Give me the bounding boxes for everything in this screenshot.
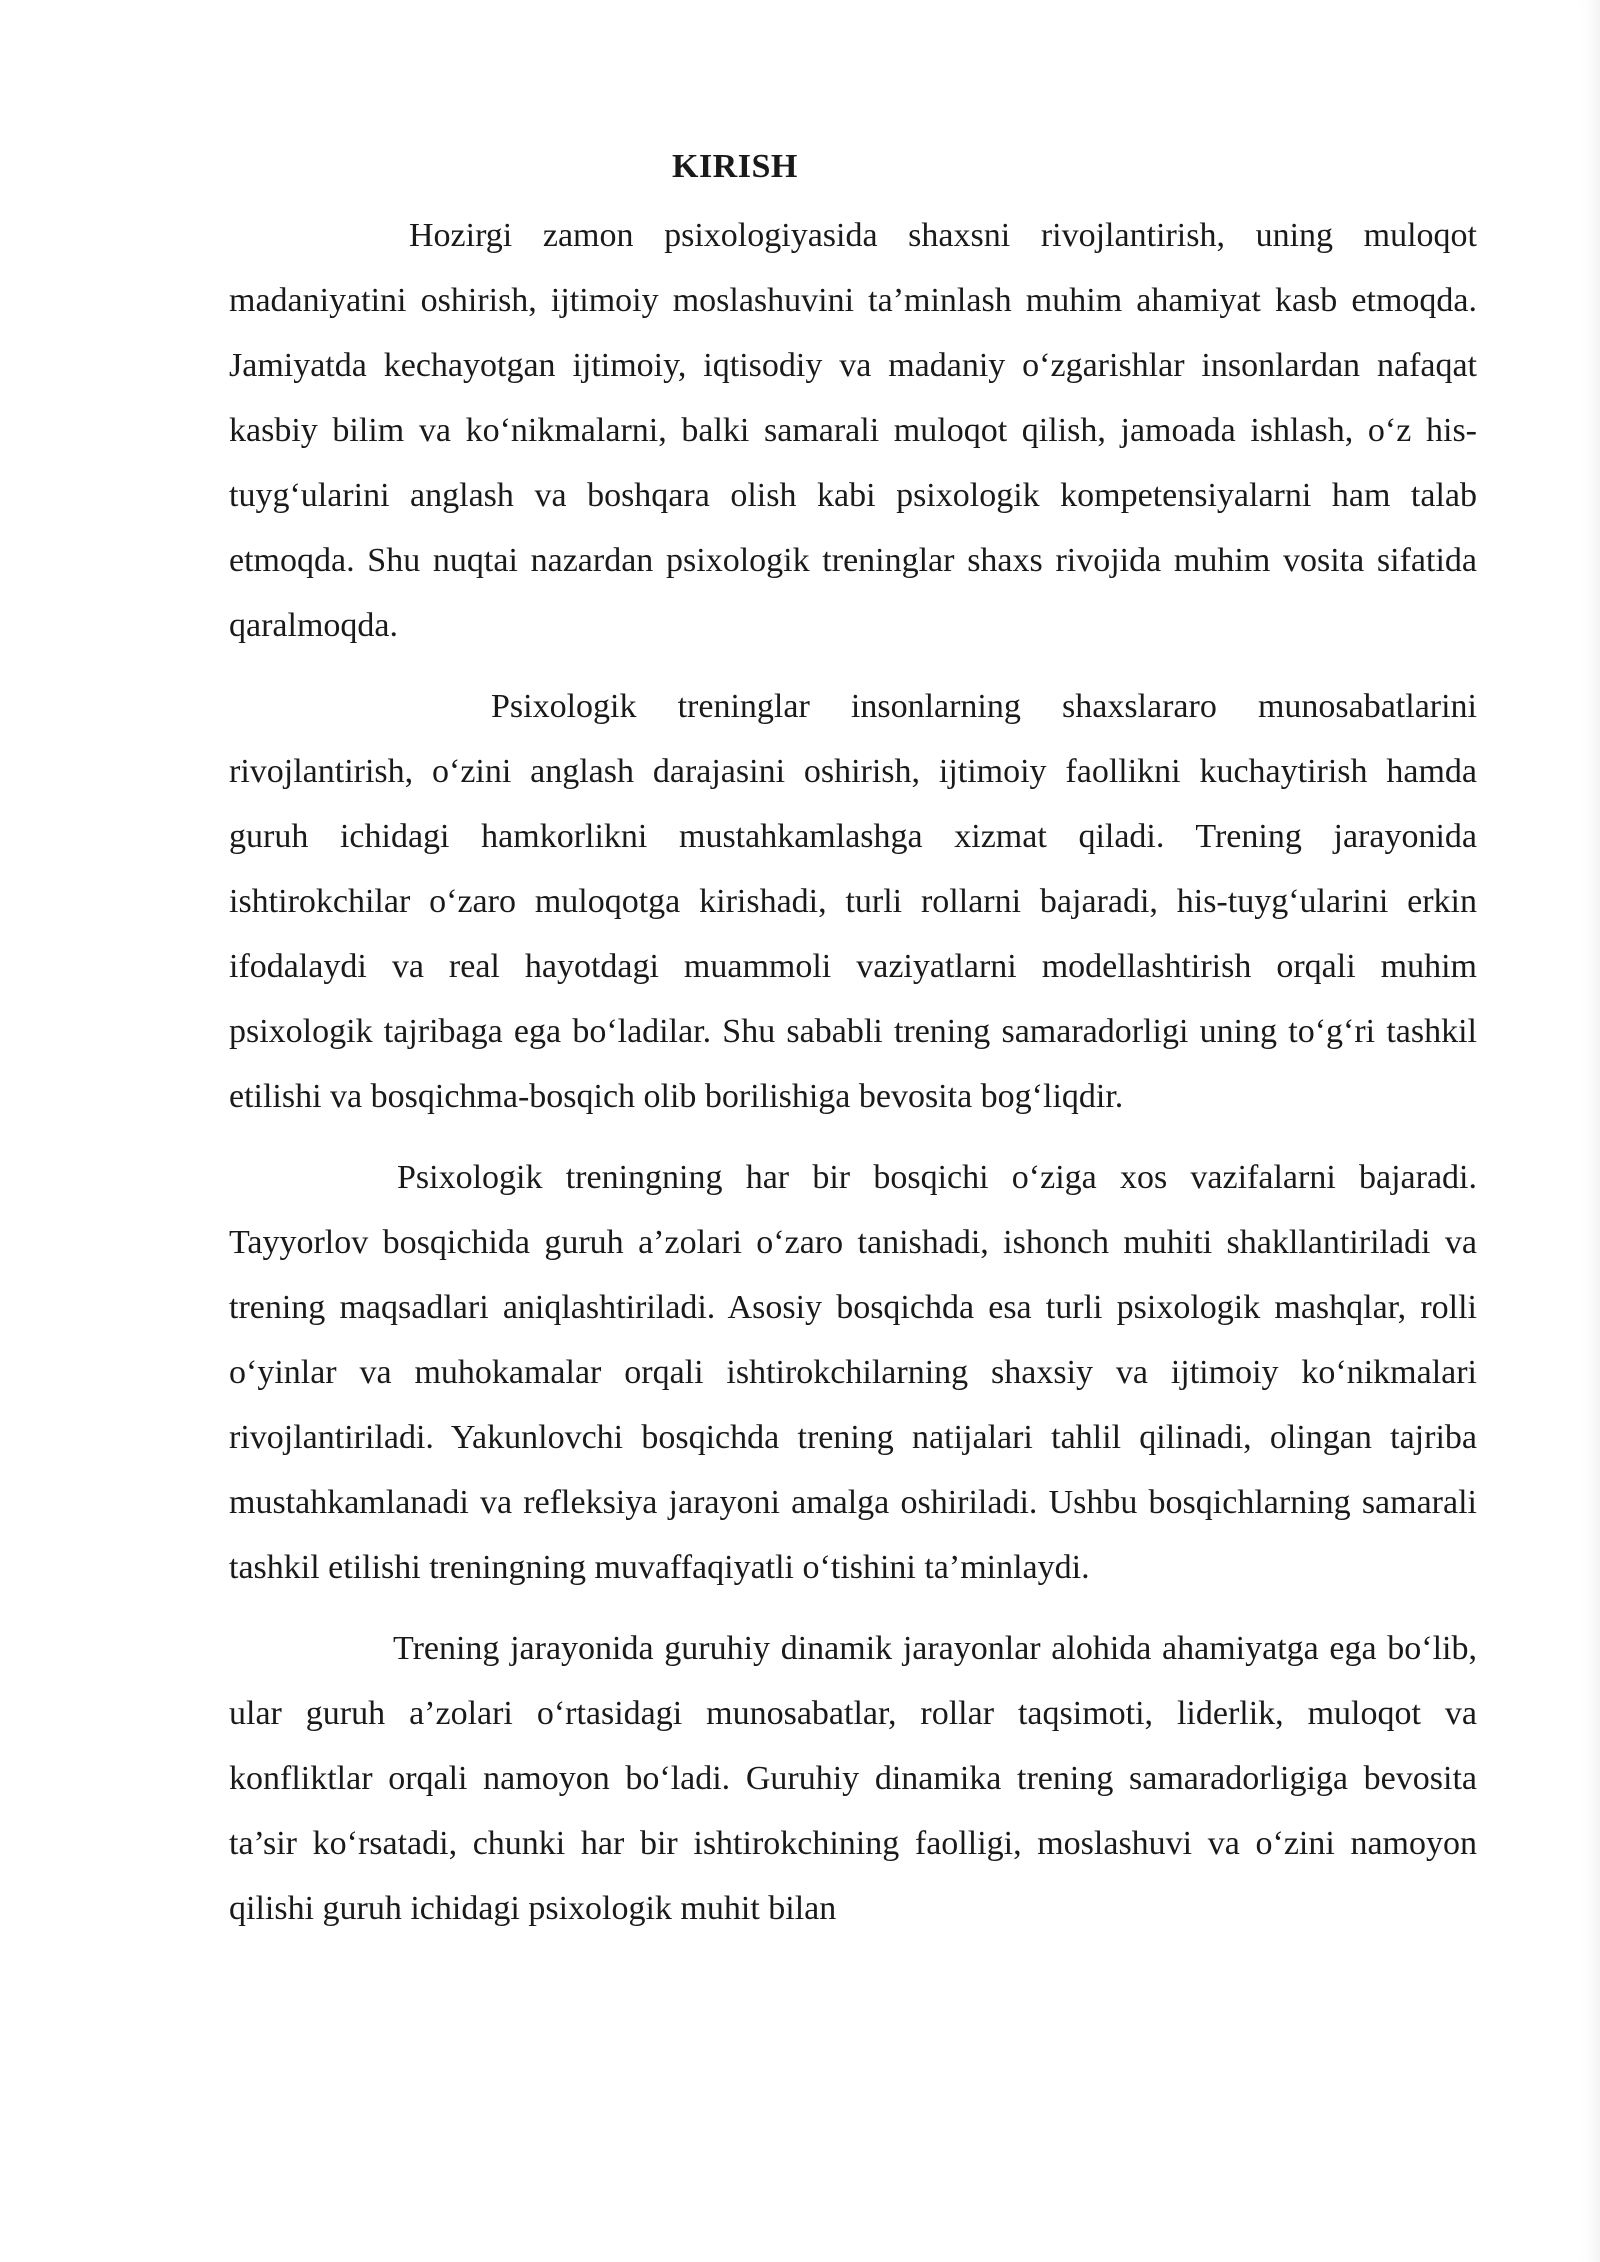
document-body [229,148,1477,1941]
paragraph-3: Psixologik treningning har bir bosqichi o‘ziga xos vazifalarni bajaradi. Tayyorlov bosqichida guruh a’zolari o‘zaro tanishadi, ishonch muhiti shakllantiriladi va trening maqsadlari aniqlashtiriladi. Asosiy bosqichda esa turli psixologik mashqlar, rolli o‘yinlar va muhokamalar orqali ishtirokchilarning shaxsiy va ijtimoiy ko‘nikmalari rivojlantiriladi. Yakunlovchi bosqichda trening natijalari tahlil qilinadi, olingan tajriba mustahkamlanadi va refleksiya jarayoni amalga oshiriladi. Ushbu bosqichlarning samarali tashkil etilishi treningning muvaffaqiyatli o‘tishini ta’minlaydi. [229,1159,1477,1587]
paragraph-2: Psixologik treninglar insonlarning shaxslararo munosabatlarini rivojlantirish, o‘zini anglash darajasini oshirish, ijtimoiy faollikni kuchaytirish hamda guruh ichidagi hamkorlikni mustahkamlashga xizmat qiladi. Trening jarayonida ishtirokchilar o‘zaro muloqotga kirishadi, turli rollarni bajaradi, his-tuyg‘ularini erkin ifodalaydi va real hayotdagi muammoli vaziyatlarni modellashtirish orqali muhim psixologik tajribaga ega bo‘ladilar. Shu sababli trening samaradorligi uning to‘g‘ri tashkil etilishi va bosqichma-bosqich olib borilishiga bevosita bog‘liqdir. [229,688,1477,1116]
section-title: KIRISH [672,148,798,185]
paragraph-1: Hozirgi zamon psixologiyasida shaxsni rivojlantirish, uning muloqot madaniyatini oshirish, ijtimoiy moslashuvini ta’minlash muhim ahamiyat kasb etmoqda. Jamiyatda kechayotgan ijtimoiy, iqtisodiy va madaniy o‘zgarishlar insonlardan nafaqat kasbiy bilim va ko‘nikmalarni, balki samarali muloqot qilish, jamoada ishlash, o‘z his-tuyg‘ularini anglash va boshqara olish kabi psixologik kompetensiyalarni ham talab etmoqda. Shu nuqtai nazardan psixologik treninglar shaxs rivojida muhim vosita sifatida qaralmoqda. [229,217,1477,645]
paragraph-4: Trening jarayonida guruhiy dinamik jarayonlar alohida ahamiyatga ega bo‘lib, ular guruh a’zolari o‘rtasidagi munosabatlar, rollar taqsimoti, liderlik, muloqot va konfliktlar orqali namoyon bo‘ladi. Guruhiy dinamika trening samaradorligiga bevosita ta’sir ko‘rsatadi, chunki har bir ishtirokchining faolligi, moslashuvi va o‘zini namoyon qilishi guruh ichidagi psixologik muhit bilan [229,1630,1477,1928]
